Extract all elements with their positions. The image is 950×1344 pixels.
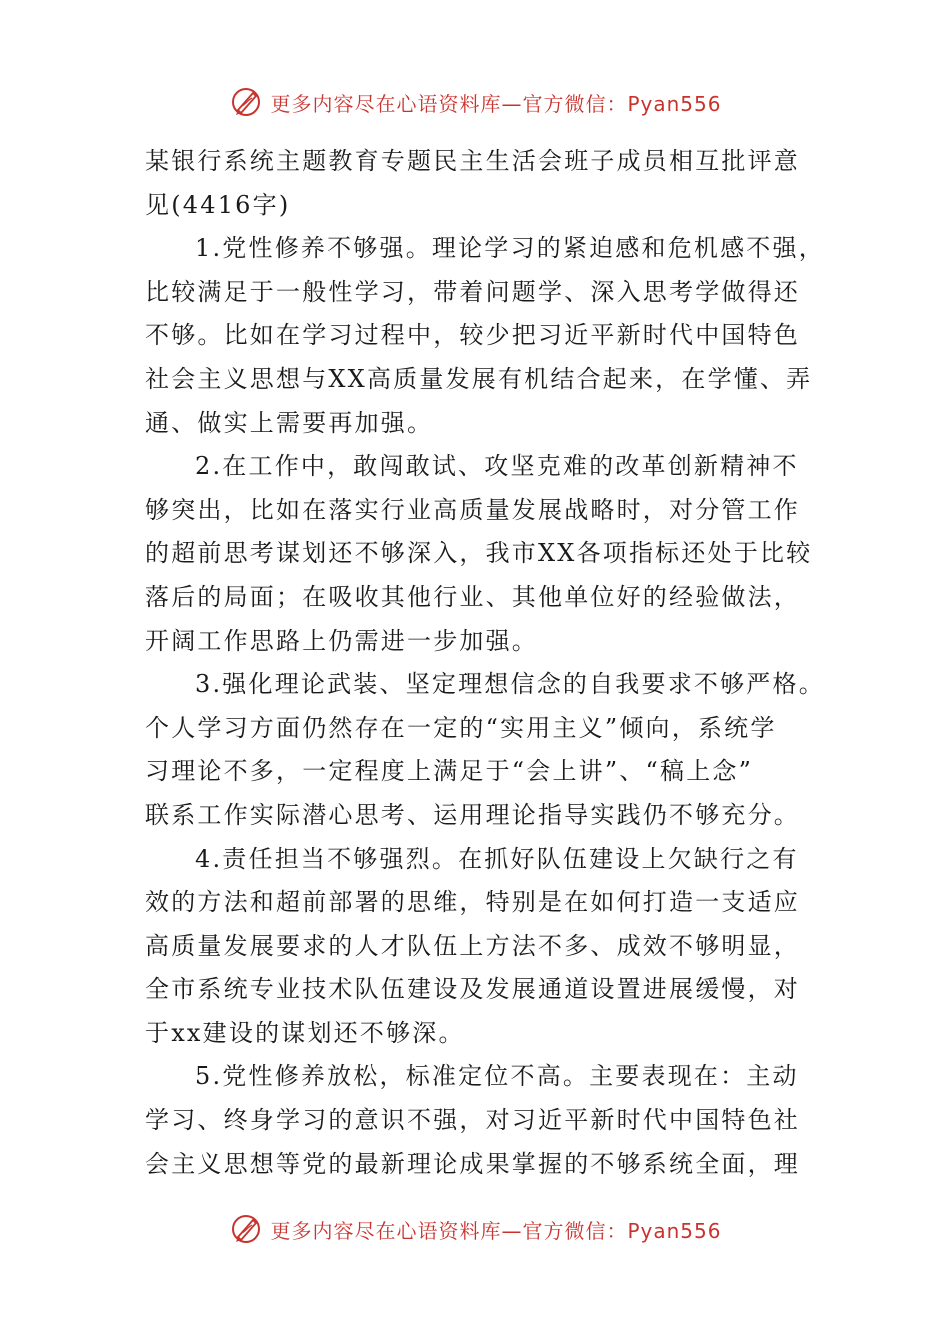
paragraph-line: 习理论不多，一定程度上满足于“会上讲”、“稿上念” (145, 757, 754, 786)
paragraph-line: 通、做实上需要再加强。 (145, 408, 434, 437)
footer-banner-text: 更多内容尽在心语资料库—官方微信：Pyan556 (270, 1218, 722, 1243)
paragraph-line: 够突出，比如在落实行业高质量发展战略时，对分管工作 (145, 495, 800, 524)
paragraph-line: 3.强化理论武装、坚定理想信念的自我要求不够严格。 (195, 670, 825, 699)
paragraph-line: 个人学习方面仍然存在一定的“实用主义”倾向，系统学 (145, 713, 777, 742)
paragraph-line: 1.党性修养不够强。理论学习的紧迫感和危机感不强， (195, 234, 825, 263)
footer-banner (0, 1209, 950, 1249)
paragraph-line: 5.党性修养放松，标准定位不高。主要表现在：主动 (195, 1062, 799, 1091)
paragraph-line: 于xx建设的谋划还不够深。 (145, 1018, 465, 1047)
paragraph-line: 的超前思考谋划还不够深入，我市XX各项指标还处于比较 (145, 539, 813, 568)
document-title-line: 某银行系统主题教育专题民主生活会班子成员相互批评意 (145, 147, 800, 175)
paragraph-line: 2.在工作中，敢闯敢试、攻坚克难的改革创新精神不 (195, 452, 799, 481)
pen-circle-logo-icon (228, 84, 264, 120)
paragraph-line: 比较满足于一般性学习，带着问题学、深入思考学做得还 (145, 277, 800, 306)
paragraph-line: 落后的局面；在吸收其他行业、其他单位好的经验做法， (145, 582, 800, 611)
header-banner-text: 更多内容尽在心语资料库—官方微信：Pyan556 (270, 91, 722, 116)
document-title-line: 见(4416字) (145, 190, 291, 219)
paragraph-line: 会主义思想等党的最新理论成果掌握的不够系统全面，理 (145, 1149, 800, 1178)
header-banner (0, 82, 950, 122)
paragraph-line: 4.责任担当不够强烈。在抓好队伍建设上欠缺行之有 (195, 844, 799, 873)
paragraph-line: 全市系统专业技术队伍建设及发展通道设置进展缓慢，对 (145, 975, 800, 1004)
paragraph-line: 不够。比如在学习过程中，较少把习近平新时代中国特色 (145, 321, 800, 350)
paragraph-line: 社会主义思想与XX高质量发展有机结合起来，在学懂、弄 (145, 364, 813, 393)
paragraph-line: 学习、终身学习的意识不强，对习近平新时代中国特色社 (145, 1106, 800, 1135)
paragraph-line: 联系工作实际潜心思考、运用理论指导实践仍不够充分。 (145, 800, 800, 829)
paragraph-line: 高质量发展要求的人才队伍上方法不多、成效不够明显， (145, 931, 800, 960)
paragraph-line: 效的方法和超前部署的思维，特别是在如何打造一支适应 (145, 888, 800, 917)
document-body (145, 140, 825, 1186)
paragraph-line: 开阔工作思路上仍需进一步加强。 (145, 626, 538, 655)
pen-circle-logo-icon (228, 1211, 264, 1247)
